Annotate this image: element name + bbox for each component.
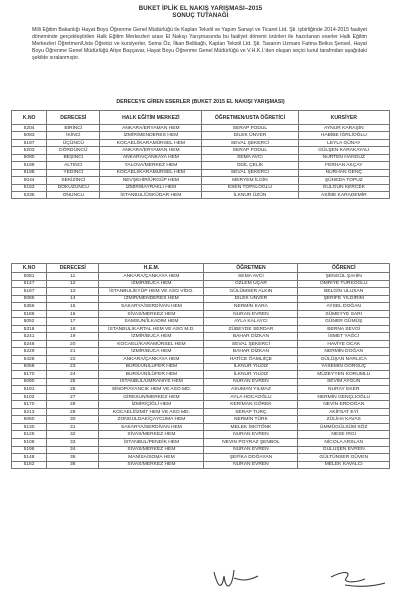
cell-rank: 19 — [47, 333, 99, 341]
col-header-kno: K.NO — [12, 111, 47, 125]
cell-rank: DOKUZUNCU — [47, 184, 100, 191]
cell-center: SAMSUN/İLKADIM HEM — [99, 318, 204, 326]
cell-rank: 29 — [47, 408, 99, 416]
cell-kno: 5229 — [12, 348, 47, 356]
cell-student: FERHAN AKÇAY — [298, 162, 389, 169]
cell-rank: ONUNCU — [47, 191, 100, 198]
cell-teacher: MELEK İSKİTÖNK — [204, 423, 298, 431]
cell-kno: 5080 — [12, 154, 47, 161]
cell-center: İZMİR/BUCA HEM — [99, 333, 204, 341]
cell-center: İZMİR/MENDERES HEM — [100, 132, 202, 139]
cell-kno: 5148 — [12, 454, 47, 462]
cell-kno: 5108 — [12, 439, 47, 447]
cell-center: KOCAELİ/KARAMÜRSEL HEM — [100, 139, 202, 146]
table-header-row — [12, 111, 390, 125]
cell-student: MELEK KAVALCI — [298, 461, 390, 469]
cell-center: SİVAS/MERKEZ HEM — [99, 310, 204, 318]
cell-center: SAKARYA/SERDİVAN HEM — [99, 303, 204, 311]
cell-rank: 30 — [47, 416, 99, 424]
signature-left — [210, 562, 270, 594]
cell-center: YALOVA/MERKEZ HEM — [100, 162, 202, 169]
cell-center: İSTANBUL/EYÜP HEM VE ASO VİDO. — [99, 288, 204, 296]
cell-kno: 5090 — [12, 378, 47, 386]
cell-center: ANKARA/ÇANKAYA HEM — [100, 154, 202, 161]
cell-center: İZMİR/BUCA HEM — [99, 280, 204, 288]
cell-teacher: GÜLÜMSER ALKIN — [204, 288, 298, 296]
cell-rank: BEŞİNCİ — [47, 154, 100, 161]
cell-center: ANKARA/ERYAMAN HEM — [100, 147, 202, 154]
cell-student: ŞENGÜL ŞAHİN — [298, 273, 390, 281]
cell-rank: 18 — [47, 325, 99, 333]
cell-rank: 26 — [47, 386, 99, 394]
cell-kno: 5188 — [12, 169, 47, 176]
cell-kno: 5130 — [12, 423, 47, 431]
cell-teacher: AYLA KALAYCI — [204, 318, 298, 326]
cell-student: GÜLTÜNSER GÜVEN — [298, 454, 390, 462]
cell-center: ANKARA/ERYAMAN HEM — [100, 125, 202, 132]
cell-center: KOCAELİ/KARAMÜRSEL HEM — [99, 340, 204, 348]
cell-teacher: SERAP FODUL — [202, 147, 298, 154]
cell-kno: 5186 — [12, 310, 47, 318]
winners-table — [11, 110, 390, 199]
cell-center: BURSA/NİLÜFER HEM — [99, 363, 204, 371]
document-title: BUKET İPLİK EL NAKIŞ YARIŞMASI–2015 — [138, 5, 263, 12]
table-row — [12, 356, 390, 364]
cell-kno: 5125 — [12, 431, 47, 439]
cell-kno: 5203 — [12, 147, 47, 154]
table-row — [12, 461, 390, 469]
cell-center: SİVAS/MERKEZ HEM — [99, 461, 204, 469]
cell-student: LEYLA GÜNAY — [298, 139, 389, 146]
cell-rank: 35 — [47, 454, 99, 462]
cell-teacher: İLKNUR YILDIZ — [204, 363, 298, 371]
cell-kno: 5081 — [12, 273, 47, 281]
cell-center: İZMİR/BUCA HEM — [99, 348, 204, 356]
cell-teacher: MERYEM İLGİN — [202, 177, 298, 184]
cell-teacher: BAHAR DİZKAN — [204, 348, 298, 356]
cell-center: NEVŞEHİR/ÜRGÜP HEM — [100, 177, 202, 184]
table-row — [12, 325, 390, 333]
cell-teacher: ZÜBEYDE SERDAR — [204, 325, 298, 333]
table-row — [12, 184, 390, 191]
cell-student: ZÜLİHA KAVAS — [298, 416, 390, 424]
col-header-rank: DERECESİ — [47, 111, 100, 125]
table-row — [12, 439, 390, 447]
cell-student: GÜLGÜN KERCEK — [298, 184, 389, 191]
cell-student: BELGİN ULUSAN — [298, 288, 390, 296]
cell-student: ÜMMÜGÜLSÜM SÖZ — [298, 423, 390, 431]
cell-rank: 32 — [47, 431, 99, 439]
cell-teacher: SEVAL ŞEKERCİ — [204, 340, 298, 348]
cell-kno: 5170 — [12, 401, 47, 409]
table-row — [12, 191, 390, 198]
cell-student: NURAY EKER — [298, 386, 390, 394]
table-row — [12, 147, 390, 154]
cell-teacher: SERAP FODUL — [202, 125, 298, 132]
cell-center: SİNOP/AYANCIK HEM VE ASO MD. — [99, 386, 204, 394]
cell-rank: ÜÇÜNCÜ — [47, 139, 100, 146]
cell-teacher: SEMA AVCI — [204, 273, 298, 281]
col-header-teacher: ÖĞRETMEN — [204, 264, 298, 273]
cell-teacher: DİLEK ÜNVER — [202, 132, 298, 139]
cell-rank: 33 — [47, 439, 99, 447]
cell-kno: 5191 — [12, 386, 47, 394]
cell-teacher: NURAN EVREN — [204, 446, 298, 454]
cell-student: ASİME KARADEMİR — [298, 191, 389, 198]
cell-rank: 34 — [47, 446, 99, 454]
cell-student: BERNA SEVGİ — [298, 325, 390, 333]
intro-paragraph: Milli Eğitim Bakanlığı Hayat Boyu Öğrenme Genel Müdürlüğü ile Kaplan Tekstil ve Yapım Sanayi ve Ticaret Ltd. Şti. işbirliğinde 2014-2015 faaliyet döneminde gerçekleştirilen Halk Eğitim Merkezleri arası El Nakışı Yarışmasında bu faaliyet dönemi ürünleri ile hazırlanan eserler Halk Eğitim Merkezleri Öğretmen/Usta Öğretici ve kursiyerler, Sema Öz, İlkan Belibağlı, Kaplan Tekstil Ltd. Şti. Tasarım Uzmanı Fatma Belkıs Şensel, Hayat Boyu Öğrenme Genel Müdürlüğü Atiye Başçavar, Hayat Boyu Öğrenme Genel Müdürlüğü ve V.H.K.İ.'den oluşan seçici kurul tarafından aşağıdaki şekilde sıralanmıştır. — [32, 27, 367, 61]
col-header-rank: DERECESİ — [47, 264, 99, 273]
cell-center: İSTANBUL/ÜSKÜDAR HEM — [100, 191, 202, 198]
cell-kno: 5052 — [12, 318, 47, 326]
table-row — [12, 295, 390, 303]
cell-center: GİRESUN/MERKEZ HEM — [99, 393, 204, 401]
cell-kno: 5204 — [12, 125, 47, 132]
cell-student: NİCOLA ARSLAN — [298, 439, 390, 447]
cell-student: GÜLÜŞEN EVREN — [298, 446, 390, 454]
cell-teacher: ODİL ÇELİK — [202, 162, 298, 169]
cell-rank: 11 — [47, 273, 99, 281]
table-row — [12, 125, 390, 132]
table-row — [12, 423, 390, 431]
cell-kno: 5170 — [12, 371, 47, 379]
table-row — [12, 280, 390, 288]
cell-teacher: İLKNUR YILDIZ — [204, 371, 298, 379]
cell-teacher: ŞEFİKA DOĞAYAN — [204, 454, 298, 462]
cell-student: NESE IRGI — [298, 431, 390, 439]
signature-right — [325, 565, 391, 593]
cell-rank: ALTINCI — [47, 162, 100, 169]
table-row — [12, 378, 390, 386]
cell-student: NERMİN GENÇLIOĞLU — [298, 393, 390, 401]
cell-teacher: ASUMAN YILMAZ — [204, 386, 298, 394]
cell-kno: 5044 — [12, 177, 47, 184]
table-row — [12, 288, 390, 296]
cell-kno: 5335 — [12, 191, 47, 198]
table-row — [12, 154, 390, 161]
table-row — [12, 273, 390, 281]
cell-rank: 12 — [47, 280, 99, 288]
cell-teacher: AYLA HOCAOĞLU — [204, 393, 298, 401]
cell-student: ŞERİFE YILDIRIM — [298, 295, 390, 303]
col-header-student: ÖĞRENCİ — [298, 264, 390, 273]
cell-teacher: ÖZLEM UÇAR — [204, 280, 298, 288]
cell-rank: BİRİNCİ — [47, 125, 100, 132]
table-row — [12, 303, 390, 311]
cell-kno: 5246 — [12, 340, 47, 348]
cell-teacher: DİLEK ÜNVER — [204, 295, 298, 303]
cell-rank: 28 — [47, 401, 99, 409]
cell-teacher: NEVIN POYRAZ ŞENBOL — [204, 439, 298, 447]
table-row — [12, 446, 390, 454]
cell-kno: 5428 — [12, 356, 47, 364]
table-row — [12, 371, 390, 379]
cell-student: SÜMEYYE SARI — [298, 310, 390, 318]
cell-kno: 5083 — [12, 132, 47, 139]
cell-student: GÜLÜŞAN NARLICA — [298, 356, 390, 364]
cell-student: NURHAN GENÇ — [298, 169, 389, 176]
cell-kno: 5241 — [12, 333, 47, 341]
cell-kno: 5147 — [12, 280, 47, 288]
cell-center: İZMİR/MENDERES HEM — [99, 295, 204, 303]
cell-kno: 5169 — [12, 162, 47, 169]
cell-rank: İKİNCİ — [47, 132, 100, 139]
table-row — [12, 177, 390, 184]
cell-student: SEVİM AYGÜN — [298, 378, 390, 386]
table-row — [12, 333, 390, 341]
cell-center: ZONGULDAK/ÇAYCUMA HEM — [99, 416, 204, 424]
cell-rank: 22 — [47, 356, 99, 364]
col-header-teacher: ÖĞRETMEN/USTA ÖĞRETİCİ — [202, 111, 298, 125]
cell-center: İSTANBUL/KARTAL HEM VE ASO M.D. — [99, 325, 204, 333]
table-row — [12, 318, 390, 326]
cell-rank: DÖRDÜNCÜ — [47, 147, 100, 154]
table-row — [12, 408, 390, 416]
cell-teacher: NURAN EVREN — [204, 310, 298, 318]
cell-student: AYNUR KARAŞİN — [298, 125, 389, 132]
cell-center: KOCAELİ/KARAMÜRSEL HEM — [100, 169, 202, 176]
cell-student: YASEMİN GÖRGÜÇ — [298, 363, 390, 371]
cell-rank: SEKİZİNCİ — [47, 177, 100, 184]
cell-center: ANKARA/ÇANKAYA HEM — [99, 356, 204, 364]
cell-center: KOCAELİ/İZMİT HEM VE ASO MD. — [99, 408, 204, 416]
cell-rank: 36 — [47, 461, 99, 469]
cell-rank: 16 — [47, 310, 99, 318]
cell-kno: 5153 — [12, 184, 47, 191]
cell-center: İZMİR/BAYRAKLI HEM — [100, 184, 202, 191]
cell-kno: 5356 — [12, 303, 47, 311]
cell-kno: 5085 — [12, 295, 47, 303]
cell-center: BURSA/NİLÜFER HEM — [99, 371, 204, 379]
col-header-center: H.E.M. — [99, 264, 204, 273]
cell-center: ANKARA/ÇANKAYA HEM — [99, 273, 204, 281]
col-header-kno: K.NO — [12, 264, 47, 273]
cell-teacher: ESEN TOPALOĞLU — [202, 184, 298, 191]
cell-kno: 5102 — [12, 393, 47, 401]
cell-rank: 21 — [47, 348, 99, 356]
table-row — [12, 363, 390, 371]
table-row — [12, 340, 390, 348]
cell-rank: 27 — [47, 393, 99, 401]
table-row — [12, 310, 390, 318]
cell-student: HABİBE İĞRLİOĞLU — [298, 132, 389, 139]
cell-teacher: NURAN EVREN — [204, 461, 298, 469]
cell-student: GÜNER GÜMÜŞ — [298, 318, 390, 326]
cell-teacher: BAHAR DİZKAN — [204, 333, 298, 341]
table-row — [12, 401, 390, 409]
table-row — [12, 386, 390, 394]
table-row — [12, 454, 390, 462]
cell-rank: 25 — [47, 378, 99, 386]
cell-kno: 5318 — [12, 325, 47, 333]
cell-center: SİVAS/MERKEZ HEM — [99, 431, 204, 439]
cell-center: İZMİR/ÇİĞLİ HEM — [99, 401, 204, 409]
cell-center: SAKARYA/SERDİVAN HEM — [99, 423, 204, 431]
table-row — [12, 169, 390, 176]
col-header-center: HALK EĞİTİM MERKEZİ — [100, 111, 202, 125]
cell-rank: 14 — [47, 295, 99, 303]
cell-kno: 5213 — [12, 408, 47, 416]
table-row — [12, 139, 390, 146]
cell-teacher: İLKNUR ÜZÜN — [202, 191, 298, 198]
cell-rank: 15 — [47, 303, 99, 311]
ranking-heading: DERECEYE GİREN ESERLER (BUKET 2015 EL NAKIŞI YARIŞMASI) — [116, 99, 285, 105]
table-row — [12, 393, 390, 401]
honorable-mentions-table — [11, 263, 390, 469]
cell-kno: 5187 — [12, 139, 47, 146]
cell-teacher: SEMA AVCI — [202, 154, 298, 161]
cell-teacher: NURAN EVREN — [204, 431, 298, 439]
cell-rank: 31 — [47, 423, 99, 431]
cell-teacher: KERİMAN GÖREK — [204, 401, 298, 409]
cell-teacher: NERMİN KARA — [204, 303, 298, 311]
cell-rank: 17 — [47, 318, 99, 326]
cell-center: MANİSA/SOMA HEM — [99, 454, 204, 462]
cell-rank: YEDİNCİ — [47, 169, 100, 176]
cell-teacher: NURAN EVREN — [204, 378, 298, 386]
cell-teacher: HATİCE ÖAMLIİÇE — [204, 356, 298, 364]
cell-center: SİVAS/MERKEZ HEM — [99, 446, 204, 454]
cell-student: MÜZEYYEN KORUMLU — [298, 371, 390, 379]
cell-student: GÜLŞEN KARAKAYALI — [298, 147, 389, 154]
cell-student: ÖMRİYE TÜRKOĞLU — [298, 280, 390, 288]
table-row — [12, 431, 390, 439]
cell-center: İSTANBUL/ÜMRANİYE HEM — [99, 378, 204, 386]
cell-student: AKİFSAT EYİ — [298, 408, 390, 416]
document-subtitle: SONUÇ TUTANAĞI — [172, 12, 229, 19]
cell-student: ŞÜHEDA TOPUZ — [298, 177, 389, 184]
cell-center: İSTANBUL/PENDİK HEM — [99, 439, 204, 447]
cell-kno: 5058 — [12, 363, 47, 371]
cell-kno: 5060 — [12, 416, 47, 424]
cell-kno: 5162 — [12, 461, 47, 469]
cell-student: HAVİYE OCAK — [298, 340, 390, 348]
cell-student: NURTEN HANGÜZ — [298, 154, 389, 161]
cell-kno: 5196 — [12, 446, 47, 454]
table-header-row — [12, 264, 390, 273]
table-row — [12, 416, 390, 424]
cell-teacher: NERMİN TÜRK — [204, 416, 298, 424]
cell-student: İSMET YAĞCI — [298, 333, 390, 341]
cell-student: NERMİN DOĞAN — [298, 348, 390, 356]
cell-student: AYSEL DOĞAN — [298, 303, 390, 311]
table-row — [12, 162, 390, 169]
cell-student: NEVİN ERDOĞAN — [298, 401, 390, 409]
table-row — [12, 348, 390, 356]
cell-kno: 5167 — [12, 288, 47, 296]
table-row — [12, 132, 390, 139]
cell-rank: 23 — [47, 363, 99, 371]
col-header-student: KURSİYER — [298, 111, 389, 125]
cell-teacher: SEVAL ŞEKERCİ — [202, 139, 298, 146]
cell-rank: 13 — [47, 288, 99, 296]
cell-rank: 20 — [47, 340, 99, 348]
cell-teacher: SEVAL ŞEKERCİ — [202, 169, 298, 176]
cell-teacher: SERAP TURÇ — [204, 408, 298, 416]
cell-rank: 24 — [47, 371, 99, 379]
